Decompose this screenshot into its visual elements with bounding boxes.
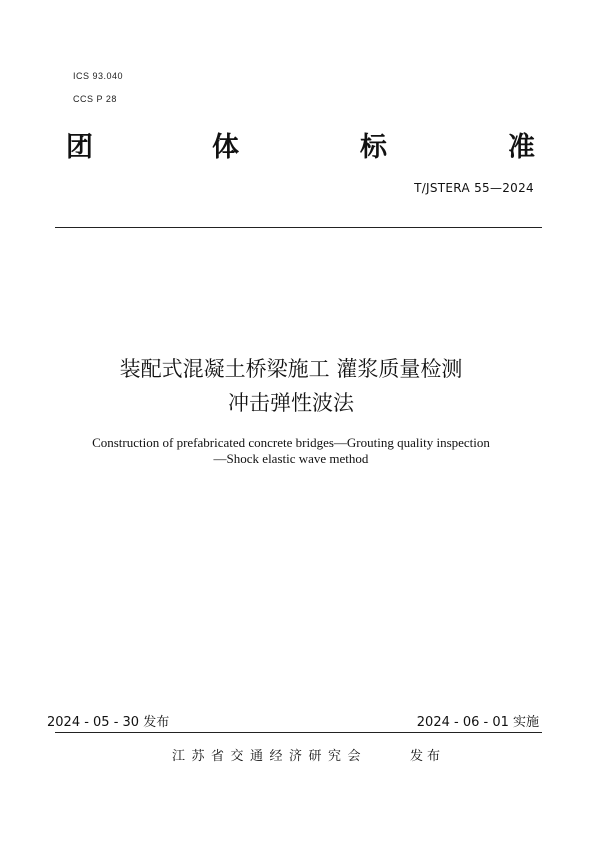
publisher-name: 江苏省交通经济研究会: [172, 749, 368, 764]
standard-type-char-1: 团: [66, 132, 93, 163]
ics-code: ICS 93.040: [73, 71, 124, 81]
ccs-code: CCS P 28: [73, 94, 117, 104]
top-divider: [55, 227, 542, 228]
title-english-line-1: Construction of prefabricated concrete bridges—Grouting quality inspection: [92, 435, 490, 450]
bottom-divider: [55, 732, 542, 733]
publish-label: 发布: [410, 749, 445, 764]
title-chinese-line-2: 冲击弹性波法: [228, 391, 354, 415]
standard-number: T/JSTERA 55—2024: [414, 181, 534, 195]
standard-type-char-4: 准: [508, 132, 535, 163]
title-english-line-2: —Shock elastic wave method: [213, 451, 369, 466]
implement-date: 2024 - 06 - 01 实施: [416, 715, 539, 730]
publish-date: 2024 - 05 - 30 发布: [47, 715, 170, 730]
title-chinese-line-1: 装配式混凝土桥梁施工 灌浆质量检测: [119, 357, 463, 381]
standard-type-char-2: 体: [212, 132, 239, 163]
standard-type-char-3: 标: [360, 132, 387, 163]
